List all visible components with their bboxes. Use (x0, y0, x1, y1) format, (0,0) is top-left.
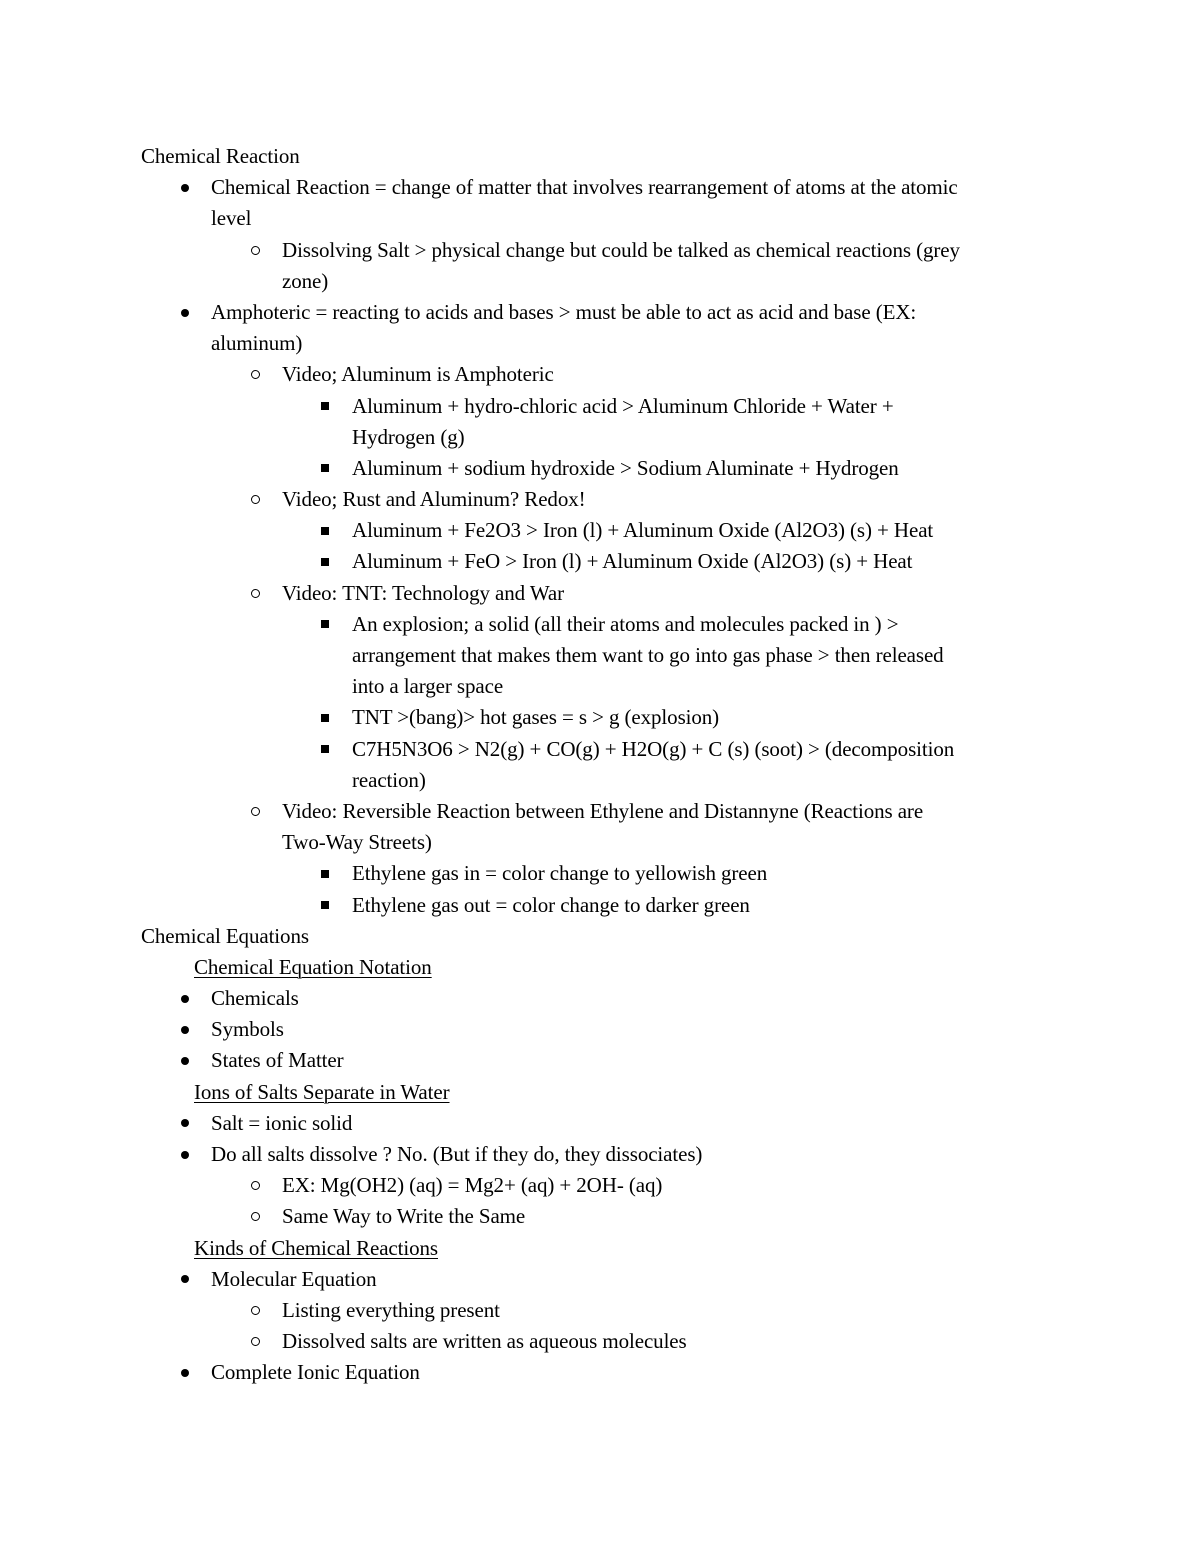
list-item-continuation: Hydrogen (g) (352, 424, 465, 449)
list-item: TNT >(bang)> hot gases = s > g (explosion) (0, 702, 1200, 733)
bullet-square-icon (318, 702, 332, 733)
list-item: Video: Reversible Reaction between Ethylene and Distannyne (Reactions are (0, 796, 1200, 827)
bullet-disc-icon (178, 1014, 192, 1045)
bullet-square-icon (318, 453, 332, 484)
bullet-circle-icon (248, 359, 262, 390)
list-item-continuation: into a larger space (352, 674, 504, 699)
section-heading: Chemical Equations (141, 923, 309, 948)
list-item-continuation: aluminum) (211, 331, 303, 356)
list-item-continuation: arrangement that makes them want to go into gas phase > then released (352, 643, 944, 667)
list-item-continuation: level (211, 206, 252, 231)
bullet-disc-icon (178, 1045, 192, 1076)
list-item: Aluminum + sodium hydroxide > Sodium Aluminate + Hydrogen (0, 453, 1200, 484)
bullet-circle-icon (248, 1170, 262, 1201)
bullet-square-icon (318, 546, 332, 577)
list-item: Aluminum + Fe2O3 > Iron (l) + Aluminum Oxide (Al2O3) (s) + Heat (0, 515, 1200, 546)
bullet-square-icon (318, 515, 332, 546)
list-item: States of Matter (0, 1045, 1200, 1076)
list-item: An explosion; a solid (all their atoms and molecules packed in ) > (0, 609, 1200, 640)
bullet-circle-icon (248, 1295, 262, 1326)
bullet-circle-icon (248, 235, 262, 266)
bullet-disc-icon (178, 1357, 192, 1388)
bullet-disc-icon (178, 172, 192, 203)
bullet-square-icon (318, 890, 332, 921)
subheading: Chemical Equation Notation (194, 954, 432, 979)
list-item: Listing everything present (0, 1295, 1200, 1326)
list-item: Video; Aluminum is Amphoteric (0, 359, 1200, 390)
list-item: Amphoteric = reacting to acids and bases > must be able to act as acid and base (EX: (0, 297, 1200, 328)
document-page (0, 141, 1200, 1389)
list-item: Do all salts dissolve ? No. (But if they do, they dissociates) (0, 1139, 1200, 1170)
list-item: Salt = ionic solid (0, 1108, 1200, 1139)
subheading: Kinds of Chemical Reactions (194, 1235, 438, 1260)
subheading: Ions of Salts Separate in Water (194, 1079, 450, 1104)
list-item-continuation: reaction) (352, 767, 426, 792)
list-item: Dissolved salts are written as aqueous molecules (0, 1326, 1200, 1357)
list-item: Dissolving Salt > physical change but could be talked as chemical reactions (grey (0, 235, 1200, 266)
list-item: Video; Rust and Aluminum? Redox! (0, 484, 1200, 515)
bullet-circle-icon (248, 1201, 262, 1232)
list-item: Complete Ionic Equation (0, 1357, 1200, 1388)
bullet-disc-icon (178, 1108, 192, 1139)
bullet-circle-icon (248, 484, 262, 515)
bullet-square-icon (318, 858, 332, 889)
bullet-circle-icon (248, 578, 262, 609)
list-item: EX: Mg(OH2) (aq) = Mg2+ (aq) + 2OH- (aq) (0, 1170, 1200, 1201)
list-item: Symbols (0, 1014, 1200, 1045)
list-item-continuation: Two-Way Streets) (282, 830, 432, 855)
section-heading: Chemical Reaction (141, 144, 300, 168)
list-item: Chemical Reaction = change of matter that involves rearrangement of atoms at the atomic (0, 172, 1200, 203)
bullet-circle-icon (248, 796, 262, 827)
list-item: Chemicals (0, 983, 1200, 1014)
bullet-square-icon (318, 734, 332, 765)
list-item: Aluminum + hydro-chloric acid > Aluminum Chloride + Water + (0, 391, 1200, 422)
bullet-disc-icon (178, 1139, 192, 1170)
list-item: Ethylene gas in = color change to yellowish green (0, 858, 1200, 889)
bullet-disc-icon (178, 297, 192, 328)
bullet-disc-icon (178, 1264, 192, 1295)
list-item-continuation: zone) (282, 268, 329, 293)
list-item: C7H5N3O6 > N2(g) + CO(g) + H2O(g) + C (s) (soot) > (decomposition (0, 734, 1200, 765)
bullet-square-icon (318, 391, 332, 422)
bullet-disc-icon (178, 983, 192, 1014)
bullet-circle-icon (248, 1326, 262, 1357)
bullet-square-icon (318, 609, 332, 640)
list-item: Molecular Equation (0, 1264, 1200, 1295)
list-item: Video: TNT: Technology and War (0, 578, 1200, 609)
list-item: Same Way to Write the Same (0, 1201, 1200, 1232)
list-item: Aluminum + FeO > Iron (l) + Aluminum Oxide (Al2O3) (s) + Heat (0, 546, 1200, 577)
list-item: Ethylene gas out = color change to darker green (0, 890, 1200, 921)
